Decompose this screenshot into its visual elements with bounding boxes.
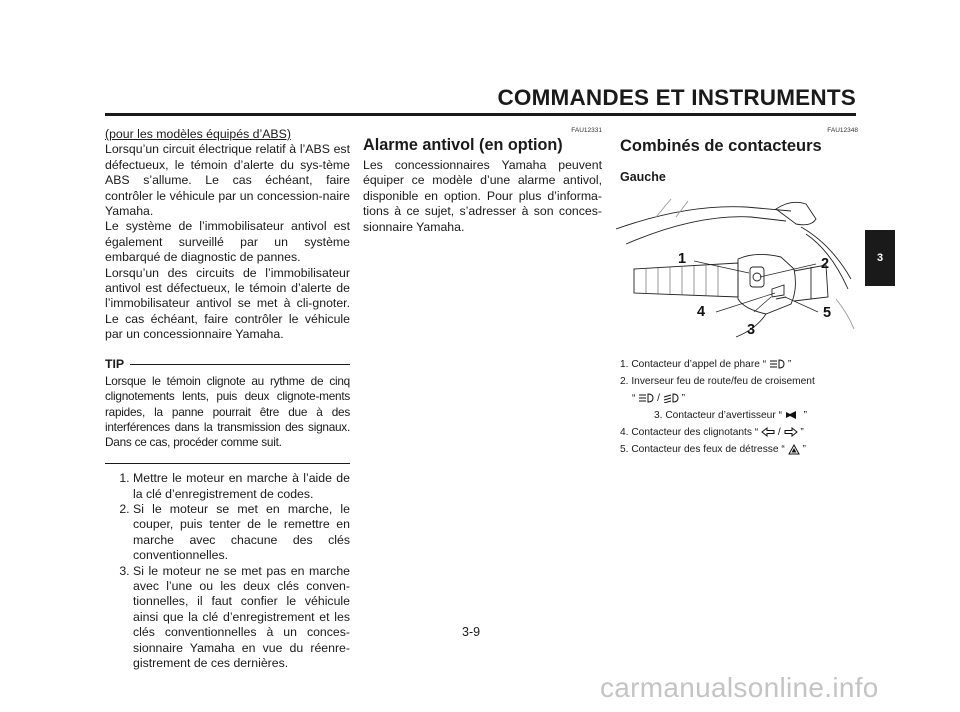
low-beam-icon [663,393,679,403]
callout-2: 2 [821,256,830,273]
handlebar-switch-illustration [616,189,856,344]
section-code: FAU12331 [571,127,602,134]
high-beam-icon [638,393,654,403]
column-middle [363,127,602,235]
tip-heading [105,357,350,372]
tip-label: TIP [105,356,125,371]
legend-item-5: 5. Contacteur des feux de détresse “ ” [620,443,806,455]
hazard-icon [788,444,800,455]
callout-4: 4 [697,304,706,321]
watermark: carmanualsonline.info [600,672,879,703]
header-rule [105,113,856,116]
section-code: FAU12348 [827,127,858,134]
legend-item-2-icons: “ / ” [632,392,686,404]
tip-text: Lorsque le témoin clignote au rythme de cinq clignotements lents, puis deux clignote-ments rapides, la panne pourrait être due à des interférences dans la transmission des signaux. Dans ce cas, procéder comme suit. [105,374,350,449]
section-title-switches: Combinés de contacteurs [620,137,822,155]
list-item: 2. Si le moteur se met en marche, le couper, puis tenter de le remettre en marche avec chacune des clés conventionnelles. [133,502,350,564]
abs-note: (pour les modèles équipés d’ABS) [105,127,291,141]
page-number: 3-9 [462,625,481,639]
column-right [620,127,858,458]
turn-left-icon [761,427,775,437]
chapter-tab: 3 [865,230,895,286]
turn-right-icon [784,427,798,437]
list-item: 1. Mettre le moteur en marche à l’aide de la clé d’enregistrement de codes. [133,471,350,502]
legend-item-1: 1. Contacteur d’appel de phare “ ” [620,358,792,370]
subsection-left: Gauche [620,170,666,184]
high-beam-icon [769,359,785,369]
legend-item-3: 3. Contacteur d’avertisseur “ ” [654,409,808,421]
legend-item-2: 2. Inverseur feu de route/feu de croisement [620,375,815,387]
paragraph-immobilizer-fault: Lorsqu’un des circuits de l’immobilisateur antivol est défectueux, le témoin d’alerte de l’immobilisateur antivol se met à cli-gnoter. Le cas échéant, faire contrôler le véhicule par un concessionnaire Yamaha. [105,265,350,342]
legend-item-4: 4. Contacteur des clignotants “ / ” [620,426,804,438]
tip-rule [130,364,350,365]
tip-box [105,357,350,464]
horn-icon [785,410,801,420]
list-item: 3. Si le moteur ne se met pas en marche avec l’une ou les deux clés conven-tionnelles, il faut confier le véhicule ainsi que la clé d’enregistrement et les clés conventionnelles à un conces-sionnaire Yamaha en vue du réenre-gistrement de ces dernières. [133,564,350,672]
section-title-alarm: Alarme antivol (en option) [363,136,563,154]
callout-3: 3 [747,322,756,339]
paragraph-abs: Lorsqu’un circuit électrique relatif à l’ABS est défectueux, le témoin d’alerte du sys-tème ABS s’allume. Le cas échéant, faire contrôler le véhicule par un concession-naire Yamaha. [105,142,350,219]
callout-5: 5 [823,305,832,322]
paragraph-alarm: Les concessionnaires Yamaha peuvent équiper ce modèle d’une alarme antivol, disponible en option. Pour plus d’informa-tions à ce sujet, s’adresser à son conces-sionnaire Yamaha. [363,158,602,234]
procedure-steps [105,471,350,671]
switch-legend [620,356,858,458]
tip-end-rule [105,463,350,464]
page-header-title: COMMANDES ET INSTRUMENTS [497,85,856,110]
column-left [105,127,350,671]
paragraph-immobilizer-monitor: Le système de l’immobilisateur antivol est également surveillé par un système embarqué de diagnostic de pannes. [105,219,350,265]
callout-1: 1 [678,251,687,268]
